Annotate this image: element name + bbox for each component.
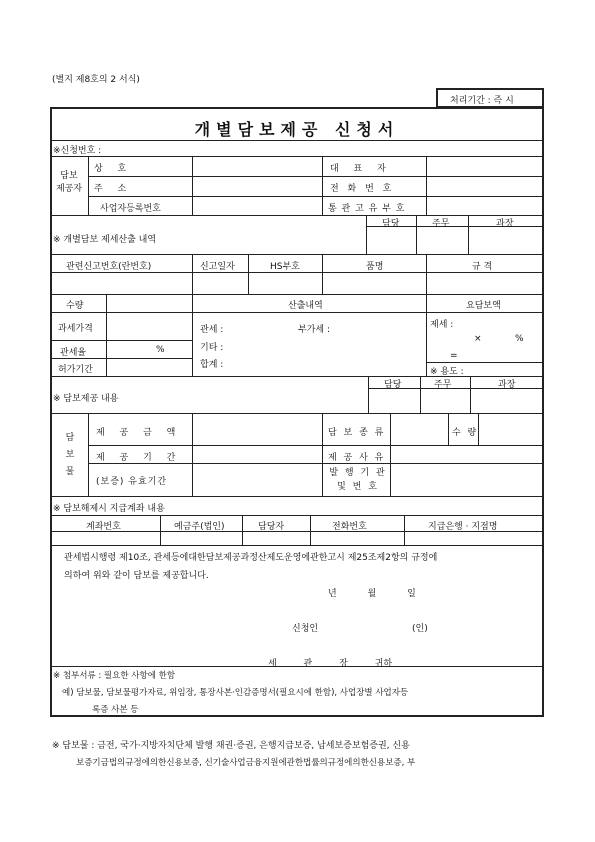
representative-label: 대 표 자 (330, 164, 392, 174)
divider (88, 176, 544, 177)
validity-label: (보증) 유효기간 (96, 477, 168, 487)
reason-label: 제 공 사 유 (328, 453, 386, 463)
divider (50, 531, 544, 532)
divider (50, 515, 544, 516)
duty-rate-label: 관세율 (60, 348, 87, 358)
divider (368, 376, 369, 413)
processing-period: 처리기간 : 즉 시 (450, 96, 514, 106)
divider (88, 445, 544, 446)
divider (50, 340, 192, 341)
divider (192, 254, 193, 294)
divider (88, 413, 89, 496)
period-label: 제 공 기 간 (96, 453, 182, 463)
amount-label: 제 공 금 액 (96, 428, 182, 438)
divider (50, 272, 544, 273)
col-hs-code: HS부호 (270, 262, 300, 272)
divider (88, 156, 89, 215)
col-date: 신고일자 (200, 262, 235, 272)
divider (248, 254, 249, 294)
divider (88, 196, 544, 197)
issuer-label: 발 행 기 관 및 번 호 (329, 468, 387, 492)
total-label: 합계 : (200, 360, 224, 370)
divider (404, 515, 405, 545)
divider (50, 358, 192, 359)
divider (106, 294, 107, 312)
date-line: 년 월 일 (328, 589, 416, 599)
approver-2: 주무 (434, 380, 452, 390)
taxable-value-label: 과세가격 (58, 324, 93, 334)
tax-calc-heading: ※ 개별담보 제세산출 내역 (53, 235, 157, 245)
vat-label: 부가세 : (298, 325, 330, 335)
customs-id-label: 통 관 고 유 부 호 (328, 204, 406, 214)
col-holder: 예금주(법인) (174, 522, 225, 532)
divider (192, 294, 193, 376)
collateral-heading: ※ 담보제공 내용 (53, 394, 119, 404)
divider (242, 515, 243, 545)
footnote-line-2: 보증기금법의규정에의한신용보증, 신기술사업금융지원에관한법률의규정에의한신용보증, 부 (76, 758, 416, 768)
business-reg-no-label: 사업자등록번호 (100, 204, 161, 214)
divider (426, 362, 544, 363)
sum-tax-label: 제세 : (430, 320, 454, 330)
divider (50, 254, 544, 255)
divider (310, 515, 311, 545)
other-label: 기타 : (200, 343, 224, 353)
account-heading: ※ 담보해제시 지급계좌 내용 (53, 504, 165, 514)
attachments-line-1: 예) 담보물, 담보물평가자료, 위임장, 통장사본·인감증명서(필요시에 한함), 사업장별 사업자등 (62, 688, 409, 698)
business-name-label: 상 호 (94, 164, 133, 174)
col-account-no: 계좌번호 (86, 522, 121, 532)
phone-label: 전 화 번 호 (330, 184, 395, 194)
divider (322, 413, 323, 496)
approver-1: 담당 (382, 219, 400, 229)
form-title: 개별담보제공 신청서 (194, 120, 400, 139)
divider (426, 156, 427, 215)
divider (390, 413, 391, 496)
divider (322, 254, 323, 294)
usage-label: ※ 용도 : (430, 367, 464, 377)
permit-period-label: 허가기간 (58, 365, 93, 375)
divider (50, 312, 544, 313)
duty-rate-percent: % (156, 345, 165, 355)
provider-group-label: 담보 제공자 (55, 171, 83, 194)
col-declaration-no: 관련신고번호(란번호) (66, 262, 152, 272)
divider (420, 376, 421, 413)
approver-3: 과장 (496, 219, 514, 229)
divider (50, 140, 544, 141)
qty-label: 수량 (66, 301, 84, 311)
divider (88, 463, 544, 464)
recipient-line: 세 관 장 귀하 (268, 659, 393, 669)
divider (50, 156, 544, 157)
required-amount-label: 요담보액 (466, 301, 501, 311)
application-number-label: ※신청번호 : (53, 146, 102, 156)
divider (160, 515, 161, 545)
divider (192, 156, 193, 215)
attachments-line-2: 록증 사본 등 (92, 705, 139, 715)
applicant-label: 신청인 (292, 624, 319, 634)
divider (468, 215, 469, 254)
divider (448, 413, 449, 445)
divider (192, 413, 193, 496)
divider (322, 156, 323, 215)
collateral-group-label: 담 보 물 (65, 433, 75, 477)
collateral-type-label: 담 보 종 류 (328, 428, 386, 438)
divider (106, 312, 107, 376)
divider (50, 496, 544, 497)
equals-sign: = (450, 351, 458, 361)
divider (366, 215, 367, 254)
customs-duty-label: 관세 : (200, 325, 224, 335)
divider (426, 254, 427, 294)
form-reference: (별지 제8호의 2 서식) (52, 75, 140, 85)
divider (50, 666, 544, 667)
seal-label: (인) (412, 624, 428, 634)
collateral-qty-label: 수 량 (452, 428, 479, 438)
footnote-line-1: ※ 담보물 : 금전, 국가·지방자치단체 발행 채권·증권, 은행지급보증, 납세보증보험증권, 신용 (52, 741, 410, 751)
divider (416, 215, 417, 254)
col-phone: 전화번호 (332, 522, 367, 532)
divider (470, 376, 471, 413)
divider (50, 294, 544, 295)
statement-line-1: 관세법시행령 제10조, 관세등에대한담보제공과정산제도운영에관한고시 제25조제2항의 규정에 (64, 553, 438, 563)
address-label: 주 소 (94, 184, 133, 194)
percent-sign: % (515, 334, 524, 344)
divider (50, 545, 544, 546)
multiply-sign: × (474, 334, 482, 344)
statement-line-2: 의하여 위와 같이 담보를 제공합니다. (64, 571, 209, 581)
approver-2: 주무 (432, 219, 450, 229)
divider (426, 294, 427, 376)
col-bank: 지급은행 · 지점명 (428, 522, 498, 532)
divider (50, 215, 544, 216)
calc-label: 산출내역 (288, 301, 323, 311)
col-spec: 규 격 (472, 262, 493, 272)
attachments-heading: ※ 첨부서류 : 필요한 사항에 한함 (53, 671, 176, 681)
divider (50, 413, 544, 414)
col-manager: 담당자 (258, 522, 285, 532)
approver-3: 과장 (498, 380, 516, 390)
approver-1: 담당 (384, 380, 402, 390)
col-item: 품명 (366, 262, 384, 272)
